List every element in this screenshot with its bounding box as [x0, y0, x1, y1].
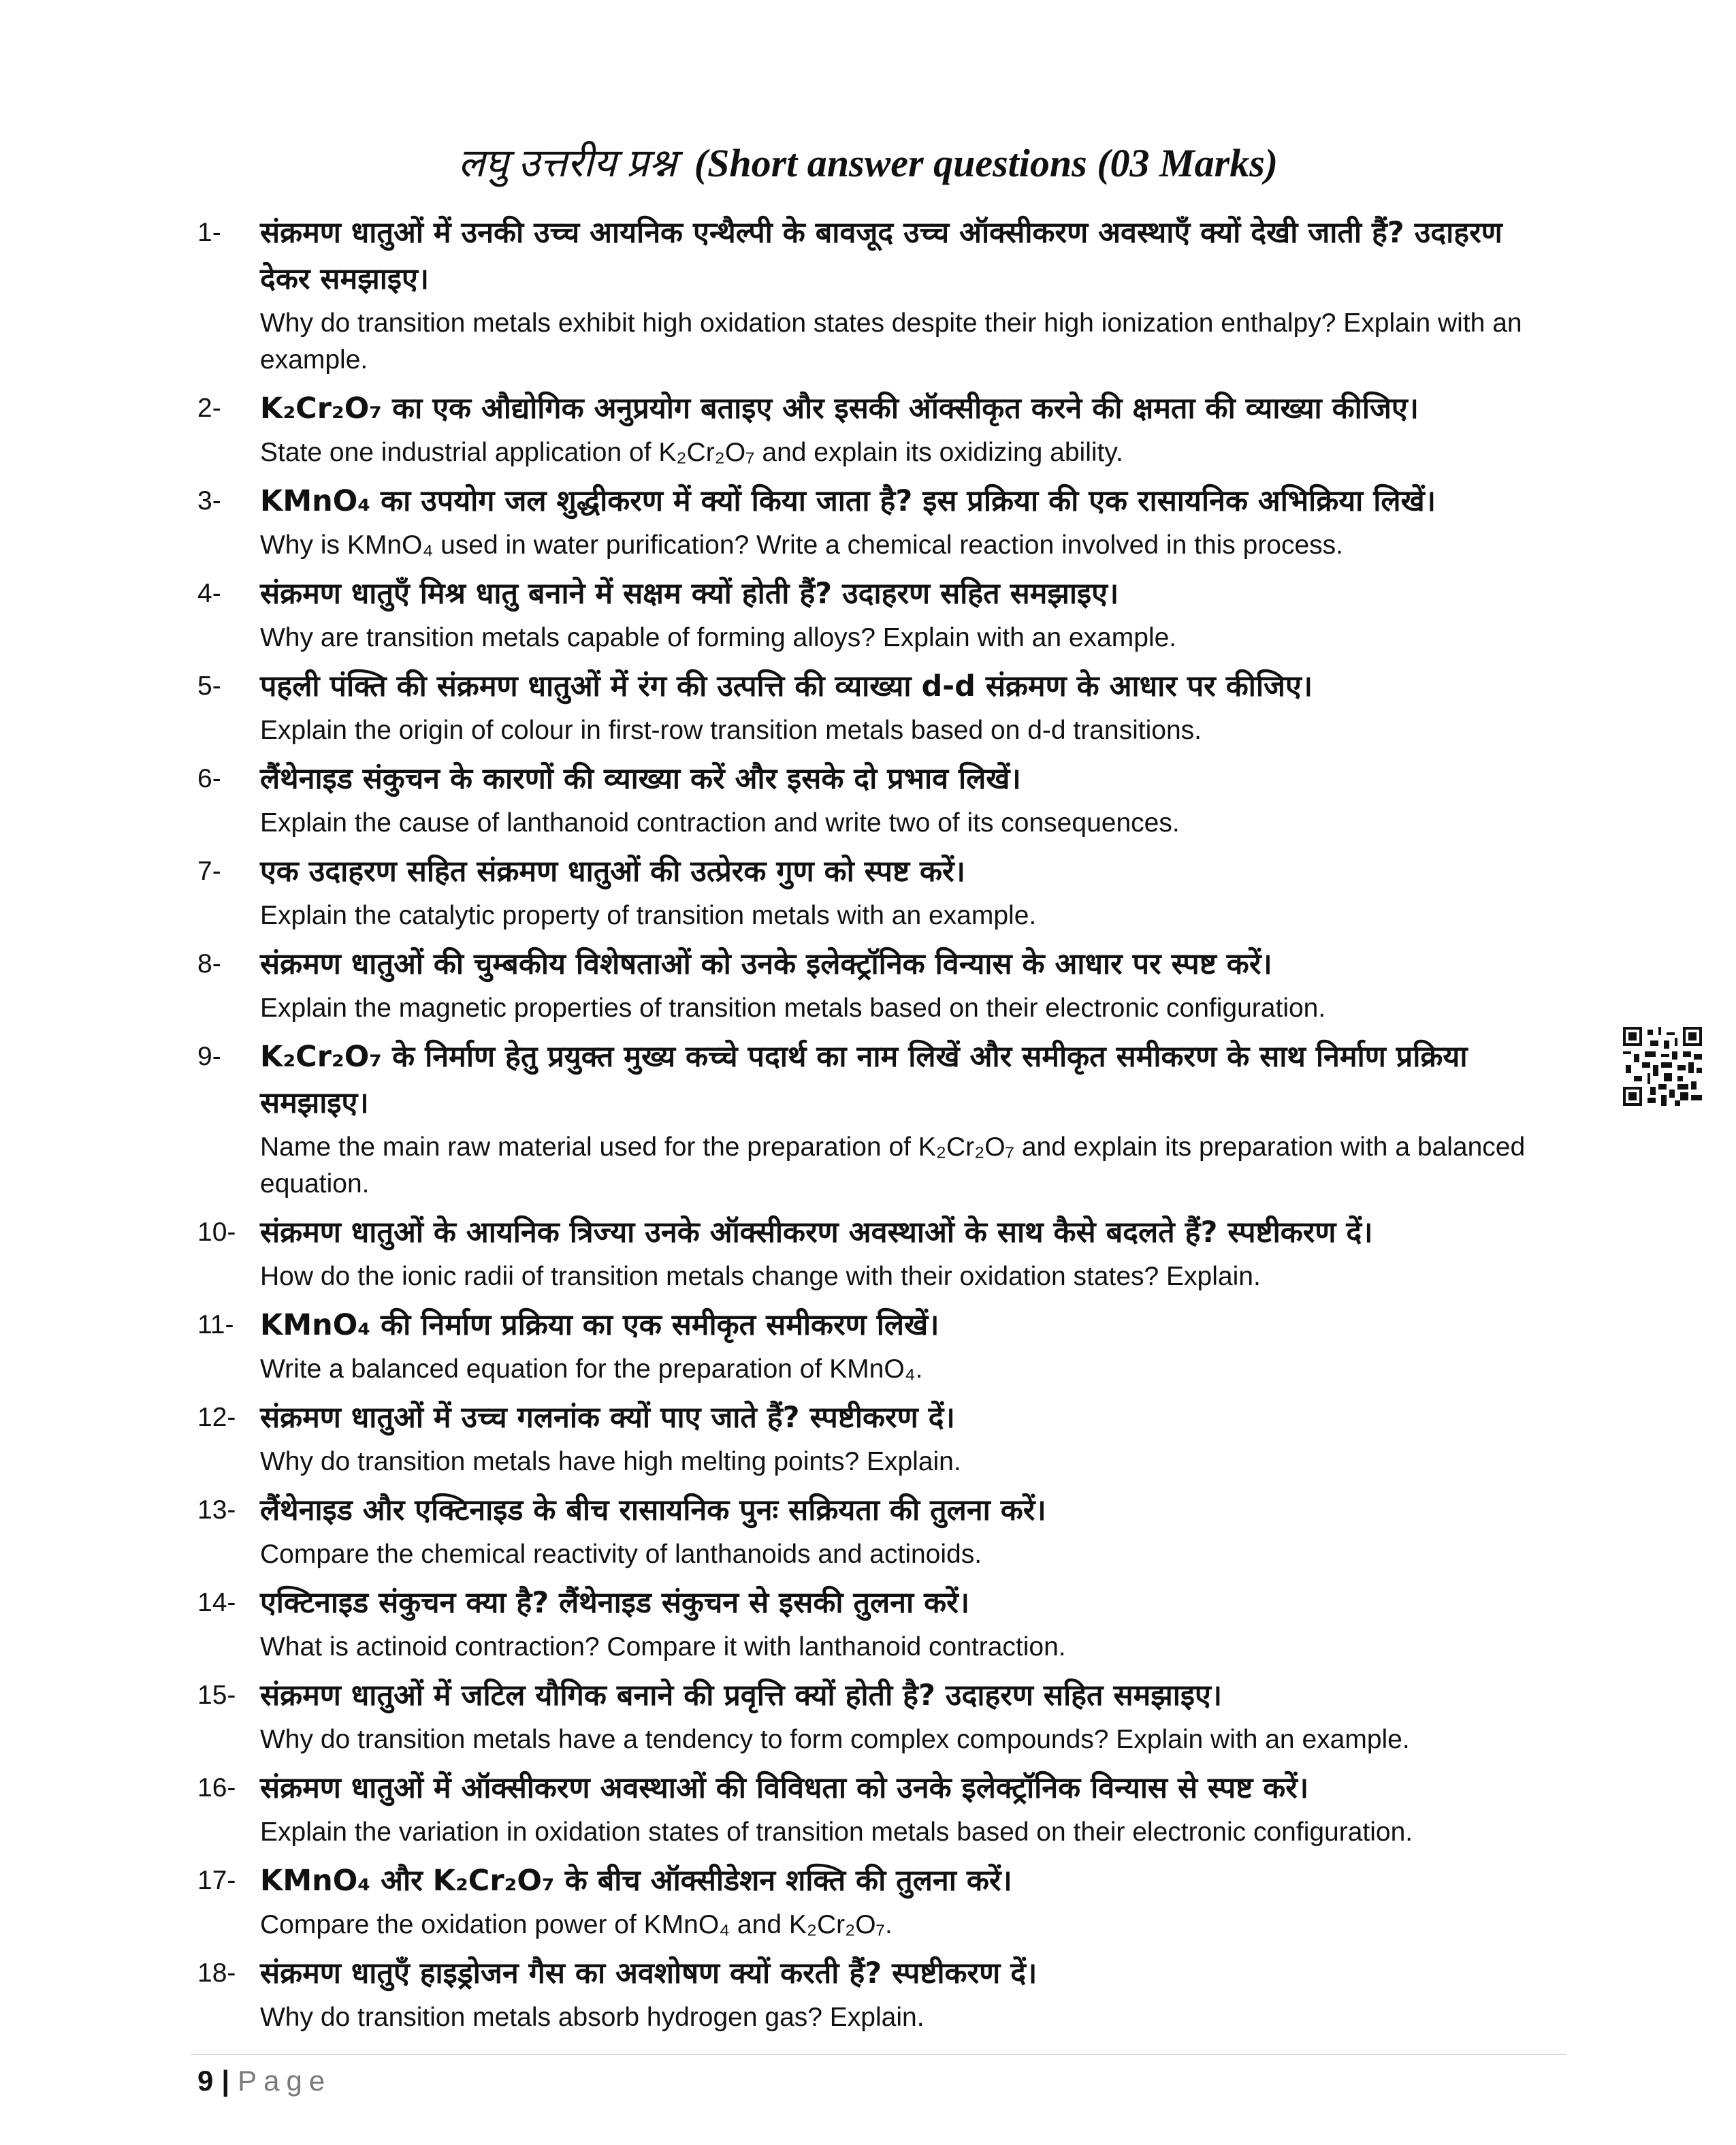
page-label: Page — [238, 2065, 332, 2097]
question-number: 8- — [197, 949, 221, 979]
question-number: 11- — [197, 1310, 234, 1339]
question-item — [197, 385, 1552, 471]
question-hindi: संक्रमण धातुओं में उनकी उच्च आयनिक एन्थैल्पी के बावजूद उच्च ऑक्सीकरण अवस्थाएँ क्यों देखी जाती हैं? उदाहरण देकर समझाइए। — [260, 216, 1502, 296]
question-hindi: एक उदाहरण सहित संक्रमण धातुओं की उत्प्रेरक गुण को स्पष्ट करें। — [260, 855, 965, 889]
question-hindi: संक्रमण धातुएँ हाइड्रोजन गैस का अवशोषण क्यों करती हैं? स्पष्टीकरण दें। — [260, 1956, 1038, 1990]
question-item — [197, 663, 1552, 749]
question-hindi: K₂Cr₂O₇ का एक औद्योगिक अनुप्रयोग बताइए और इसकी ऑक्सीकृत करने की क्षमता की व्याख्या कीजिए। — [260, 392, 1419, 426]
question-english: Why are transition metals capable of forming alloys? Explain with an example. — [260, 623, 1177, 652]
question-item — [197, 210, 1552, 379]
question-number: 3- — [197, 486, 221, 515]
question-english: Explain the catalytic property of transition metals with an example. — [260, 901, 1037, 930]
question-hindi: एक्टिनाइड संकुचन क्या है? लैंथेनाइड संकुचन से इसकी तुलना करें। — [260, 1586, 969, 1620]
question-hindi: लैंथेनाइड और एक्टिनाइड के बीच रासायनिक पुनः सक्रियता की तुलना करें। — [260, 1493, 1046, 1527]
question-list — [197, 210, 1552, 2043]
question-item — [197, 1672, 1552, 1758]
page-number: 9 — [197, 2065, 214, 2097]
question-number: 16- — [197, 1773, 236, 1802]
question-number: 13- — [197, 1495, 236, 1525]
question-number: 7- — [197, 857, 221, 886]
footer-divider — [191, 2054, 1566, 2055]
question-number: 9- — [197, 1042, 221, 1071]
question-number: 2- — [197, 394, 221, 423]
question-hindi: KMnO₄ का उपयोग जल शुद्धीकरण में क्यों किया जाता है? इस प्रक्रिया की एक रासायनिक अभिक्रिया लिखें। — [260, 484, 1436, 518]
question-item — [197, 1858, 1552, 1943]
question-hindi: संक्रमण धातुएँ मिश्र धातु बनाने में सक्षम क्यों होती हैं? उदाहरण सहित समझाइए। — [260, 577, 1119, 611]
question-english: Why do transition metals absorb hydrogen gas? Explain. — [260, 2003, 925, 2032]
title-english: (Short answer questions (03 Marks) — [694, 141, 1279, 185]
question-hindi: संक्रमण धातुओं में ऑक्सीकरण अवस्थाओं की विविधता को उनके इलेक्ट्रॉनिक विन्यास से स्पष्ट करें। — [260, 1771, 1309, 1805]
question-hindi: संक्रमण धातुओं की चुम्बकीय विशेषताओं को उनके इलेक्ट्रॉनिक विन्यास के आधार पर स्पष्ट करें। — [260, 947, 1272, 981]
page-footer — [197, 2061, 332, 2101]
question-number: 5- — [197, 671, 221, 701]
question-number: 6- — [197, 764, 221, 793]
question-item — [197, 478, 1552, 564]
question-number: 12- — [197, 1403, 236, 1432]
question-english: How do the ionic radii of transition metals change with their oxidation states? Explain. — [260, 1262, 1261, 1291]
question-hindi: लैंथेनाइड संकुचन के कारणों की व्याख्या करें और इसके दो प्रभाव लिखें। — [260, 762, 1021, 796]
question-item — [197, 1302, 1552, 1388]
title-hindi: लघु उत्तरीय प्रश्न — [457, 141, 677, 185]
question-english: Write a balanced equation for the preparation of KMnO₄. — [260, 1354, 923, 1384]
question-item — [197, 1209, 1552, 1295]
question-hindi: KMnO₄ की निर्माण प्रक्रिया का एक समीकृत समीकरण लिखें। — [260, 1308, 939, 1342]
question-item — [197, 941, 1552, 1027]
question-english: State one industrial application of K₂Cr₂O₇ and explain its oxidizing ability. — [260, 438, 1123, 467]
page-title — [0, 136, 1736, 191]
question-item — [197, 1580, 1552, 1666]
question-item — [197, 1950, 1552, 2036]
question-english: Explain the magnetic properties of transition metals based on their electronic configuration. — [260, 994, 1326, 1023]
question-item — [197, 1395, 1552, 1480]
question-english: What is actinoid contraction? Compare it with lanthanoid contraction. — [260, 1632, 1066, 1662]
question-english: Name the main raw material used for the preparation of K₂Cr₂O₇ and explain its preparation with a balanced equation. — [260, 1132, 1526, 1198]
question-english: Explain the origin of colour in first-row transition metals based on d-d transitions. — [260, 716, 1202, 745]
question-number: 18- — [197, 1958, 236, 1988]
qr-code-icon[interactable] — [1623, 1027, 1702, 1106]
question-item — [197, 848, 1552, 934]
question-item — [197, 756, 1552, 842]
question-english: Compare the chemical reactivity of lanthanoids and actinoids. — [260, 1540, 982, 1569]
question-hindi: संक्रमण धातुओं में जटिल यौगिक बनाने की प्रवृत्ति क्यों होती है? उदाहरण सहित समझाइए। — [260, 1679, 1223, 1713]
question-number: 1- — [197, 218, 221, 247]
question-item — [197, 1034, 1552, 1203]
question-hindi: पहली पंक्ति की संक्रमण धातुओं में रंग की उत्पत्ति की व्याख्या d-d संक्रमण के आधार पर कीजिए। — [260, 669, 1313, 703]
question-english: Why do transition metals have high melting points? Explain. — [260, 1447, 961, 1476]
question-english: Explain the cause of lanthanoid contraction and write two of its consequences. — [260, 808, 1180, 838]
question-english: Why do transition metals exhibit high oxidation states despite their high ionization enthalpy? Explain with an example. — [260, 308, 1522, 375]
question-hindi: संक्रमण धातुओं के आयनिक त्रिज्या उनके ऑक्सीकरण अवस्थाओं के साथ कैसे बदलते हैं? स्पष्टीकरण दें। — [260, 1216, 1373, 1250]
question-english: Why do transition metals have a tendency to form complex compounds? Explain with an example. — [260, 1725, 1410, 1754]
question-hindi: संक्रमण धातुओं में उच्च गलनांक क्यों पाए जाते हैं? स्पष्टीकरण दें। — [260, 1401, 955, 1435]
question-number: 4- — [197, 579, 221, 608]
question-item — [197, 1765, 1552, 1851]
question-hindi: KMnO₄ और K₂Cr₂O₇ के बीच ऑक्सीडेशन शक्ति की तुलना करें। — [260, 1864, 1012, 1898]
footer-separator: | — [221, 2065, 230, 2097]
question-number: 17- — [197, 1866, 236, 1895]
question-hindi: K₂Cr₂O₇ के निर्माण हेतु प्रयुक्त मुख्य कच्चे पदार्थ का नाम लिखें और समीकृत समीकरण के साथ निर्माण प्रक्रिया समझाइए। — [260, 1040, 1468, 1120]
question-english: Why is KMnO₄ used in water purification? Write a chemical reaction involved in this process. — [260, 530, 1344, 560]
question-number: 15- — [197, 1681, 236, 1710]
question-item — [197, 571, 1552, 656]
question-item — [197, 1487, 1552, 1573]
question-english: Compare the oxidation power of KMnO₄ and K₂Cr₂O₇. — [260, 1910, 893, 1939]
question-english: Explain the variation in oxidation states of transition metals based on their electronic configuration. — [260, 1817, 1413, 1847]
question-number: 14- — [197, 1588, 236, 1617]
question-number: 10- — [197, 1218, 236, 1247]
